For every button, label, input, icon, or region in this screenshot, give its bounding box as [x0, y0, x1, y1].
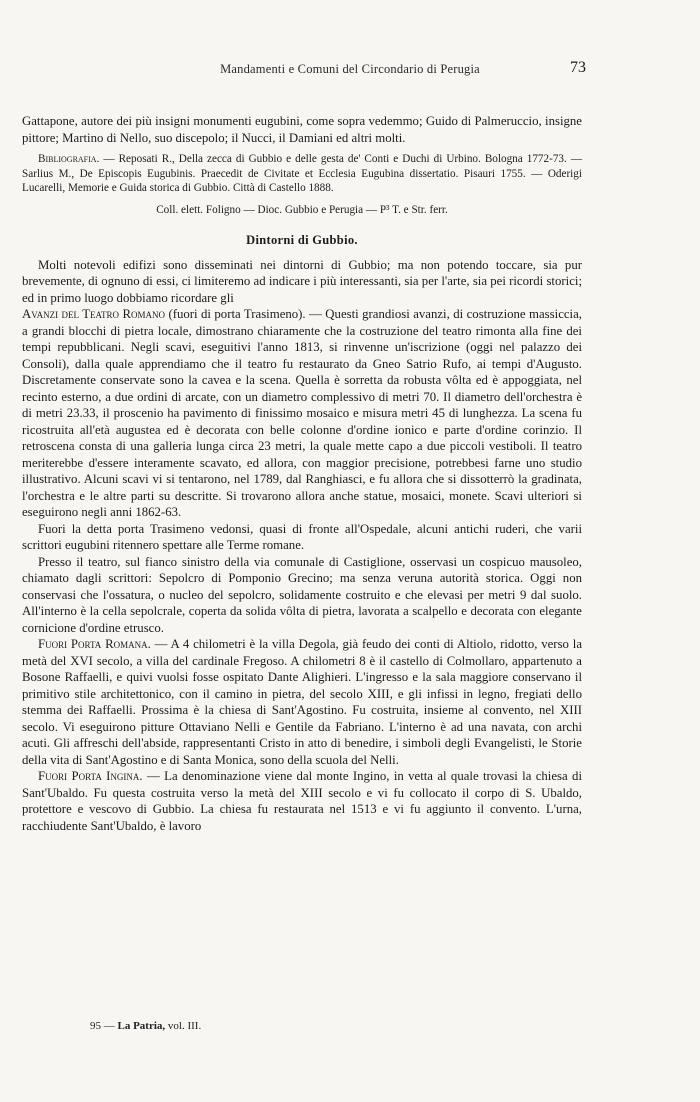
section-title: Dintorni di Gubbio. [246, 233, 358, 247]
paragraph-intro-surroundings: Molti notevoli edifizi sono disseminati nei dintorni di Gubbio; ma non potendo toccare, sia pur brevemente, di ognuno di essi, ci limiteremo ad indicare i più interessanti, sia per l'arte, sia pei ricordi storici; ed in primo luogo dobbiamo ricordare gli [22, 257, 582, 305]
running-title: Mandamenti e Comuni del Circondario di Perugia [220, 62, 480, 76]
page-body [22, 113, 582, 834]
bibliography-text: — Reposati R., Della zecca di Gubbio e delle gesta de' Conti e Duchi di Urbino. Bologna 1772-73. — Sarlius M., De Episcopis Eugubinis. Praecedit de Civitate et Ecclesia Eugubina dissertatio. Pisauri 1755. — Oderigi Lucarelli, Memorie e Guida storica di Gubbio. Città di Castello 1888. [22, 153, 583, 194]
publication-title: La Patria, [117, 1020, 166, 1032]
porta-ingina-text: — La denominazione viene dal monte Ingino, in vetta al quale trovasi la chiesa di Sant'Ubaldo. Fu questa costruita verso la metà del XIII secolo e vi fu collocato il corpo di S. Ubaldo, protettore e vescovo di Gubbio. La chiesa fu restaurata nel 1513 e vi fu aggiunto il convento. L'urna, racchiudente Sant'Ubaldo, è lavoro [22, 769, 583, 833]
porta-romana-text: — A 4 chilometri è la villa Degola, già feudo dei conti di Altiolo, ridotto, verso la metà del XVI secolo, a villa del cardinale Fregoso. A chilometri 8 è il castello di Colmollaro, appartenuto a Bosone Raffaelli, e quivi vuolsi fosse ospitato Dante Alighieri. L'ingresso e la sala maggiore conservano il primitivo stile architettonico, con il camino in pietra, del secolo XIII, e gli infissi in legno, fregiati dello stemma dei Raffaelli. Prossima è la chiesa di Sant'Agostino. Fu costruita, insieme al convento, nel XIII secolo. Vi eseguirono pitture Ottaviano Nelli e Gentile da Fabriano. L'interno è ad una navata, con archi acuti. Gli affreschi dell'abside, rappresentanti Cristo in atto di benedire, i simboli degli Evangelisti, le Storie della vita di Sant'Agostino e di Santa Monica, sono della scuola del Nelli. [22, 637, 582, 767]
intro-paragraph: Gattapone, autore dei più insigni monumenti eugubini, come sopra vedemmo; Guido di Palmeruccio, insigne pittore; Martino di Nello, suo discepolo; il Nucci, il Damiani ed altri molti. [22, 114, 582, 145]
volume-label: vol. III. [167, 1020, 202, 1032]
footer-signature [90, 1020, 201, 1032]
bibliography [22, 152, 582, 196]
paragraph-roman-theatre [22, 306, 582, 521]
signature-number: 95 — [90, 1020, 115, 1032]
roman-theatre-text: (fuori di porta Trasimeno). — Questi grandiosi avanzi, di costruzione massiccia, a grandi blocchi di pietra locale, dimostrano chiaramente che la costruzione del teatro rimonta alla fine dei tempi repubblicani. Negli scavi, eseguitivi l'anno 1813, si rinvenne un'iscrizione (oggi nel palazzo dei Consoli), dalla quale apprendiamo che il teatro fu restaurato da Gneo Satrio Rufo, ai tempi d'Augusto. Discretamente conservate sono la cavea e la scena. Quella è sorretta da robusta vôlta ed è appoggiata, nel recinto esterno, a due ordini di arcate, con un diametro complessivo di metri 70. Il diametro dell'orchestra è di metri 23.33, il proscenio ha pavimento di finissimo mosaico e misura metri 45 di lunghezza. La scena fu ricostruita all'età augustea ed è decorata con belle colonne d'ordine ionico e parte d'ordine corinzio. Il retroscena consta di una galleria lunga circa 23 metri, la quale mette capo a due piccoli vestiboli. Il teatro meriterebbe d'essere interamente scavato, ed allora, con maggior precisione, potrebbesi farne uno studio illustrativo. Alcuni scavi vi si tentarono, nel 1789, dal Ranghiasci, e fu allora che si dissotterrò la gradinata, l'orchestra e le altre parti su descritte. Si trovarono allora anche statue, mosaici, monete. Scavi ulteriori si eseguirono negli anni 1862-63. [22, 307, 582, 519]
roman-theatre-label: Avanzi del Teatro Romano [22, 307, 165, 321]
paragraph-porta-ingina [22, 768, 582, 834]
porta-ingina-label: Fuori Porta Ingina. [38, 769, 143, 783]
paragraph-baths: Fuori la detta porta Trasimeno vedonsi, quasi di fronte all'Ospedale, alcuni antichi ruderi, che varii scrittori eugubini ritennero spettare alle Terme romane. [22, 521, 582, 552]
bibliography-label: Bibliografia. [38, 153, 100, 165]
paragraph-mausoleum: Presso il teatro, sul fianco sinistro della via comunale di Castiglione, osservasi un cospicuo mausoleo, chiamato dagli scrittori: Sepolcro di Pomponio Grecino; ma senza veruna autorità storica. Oggi non conservasi che l'ossatura, o nucleo del sepolcro, solidamente costruito e che elevasi per metri 9 dal suolo. All'interno è la cella sepolcrale, coperta da solida vôlta di pietra, lavorata a scalpello e decorata con elegante cornicione d'ordine etrusco. [22, 554, 582, 635]
electoral-college-line: Coll. elett. Foligno — Dioc. Gubbio e Perugia — P³ T. e Str. ferr. [156, 203, 448, 216]
porta-romana-label: Fuori Porta Romana. [38, 637, 151, 651]
page-number: 73 [570, 59, 586, 76]
paragraph-porta-romana [22, 636, 582, 768]
